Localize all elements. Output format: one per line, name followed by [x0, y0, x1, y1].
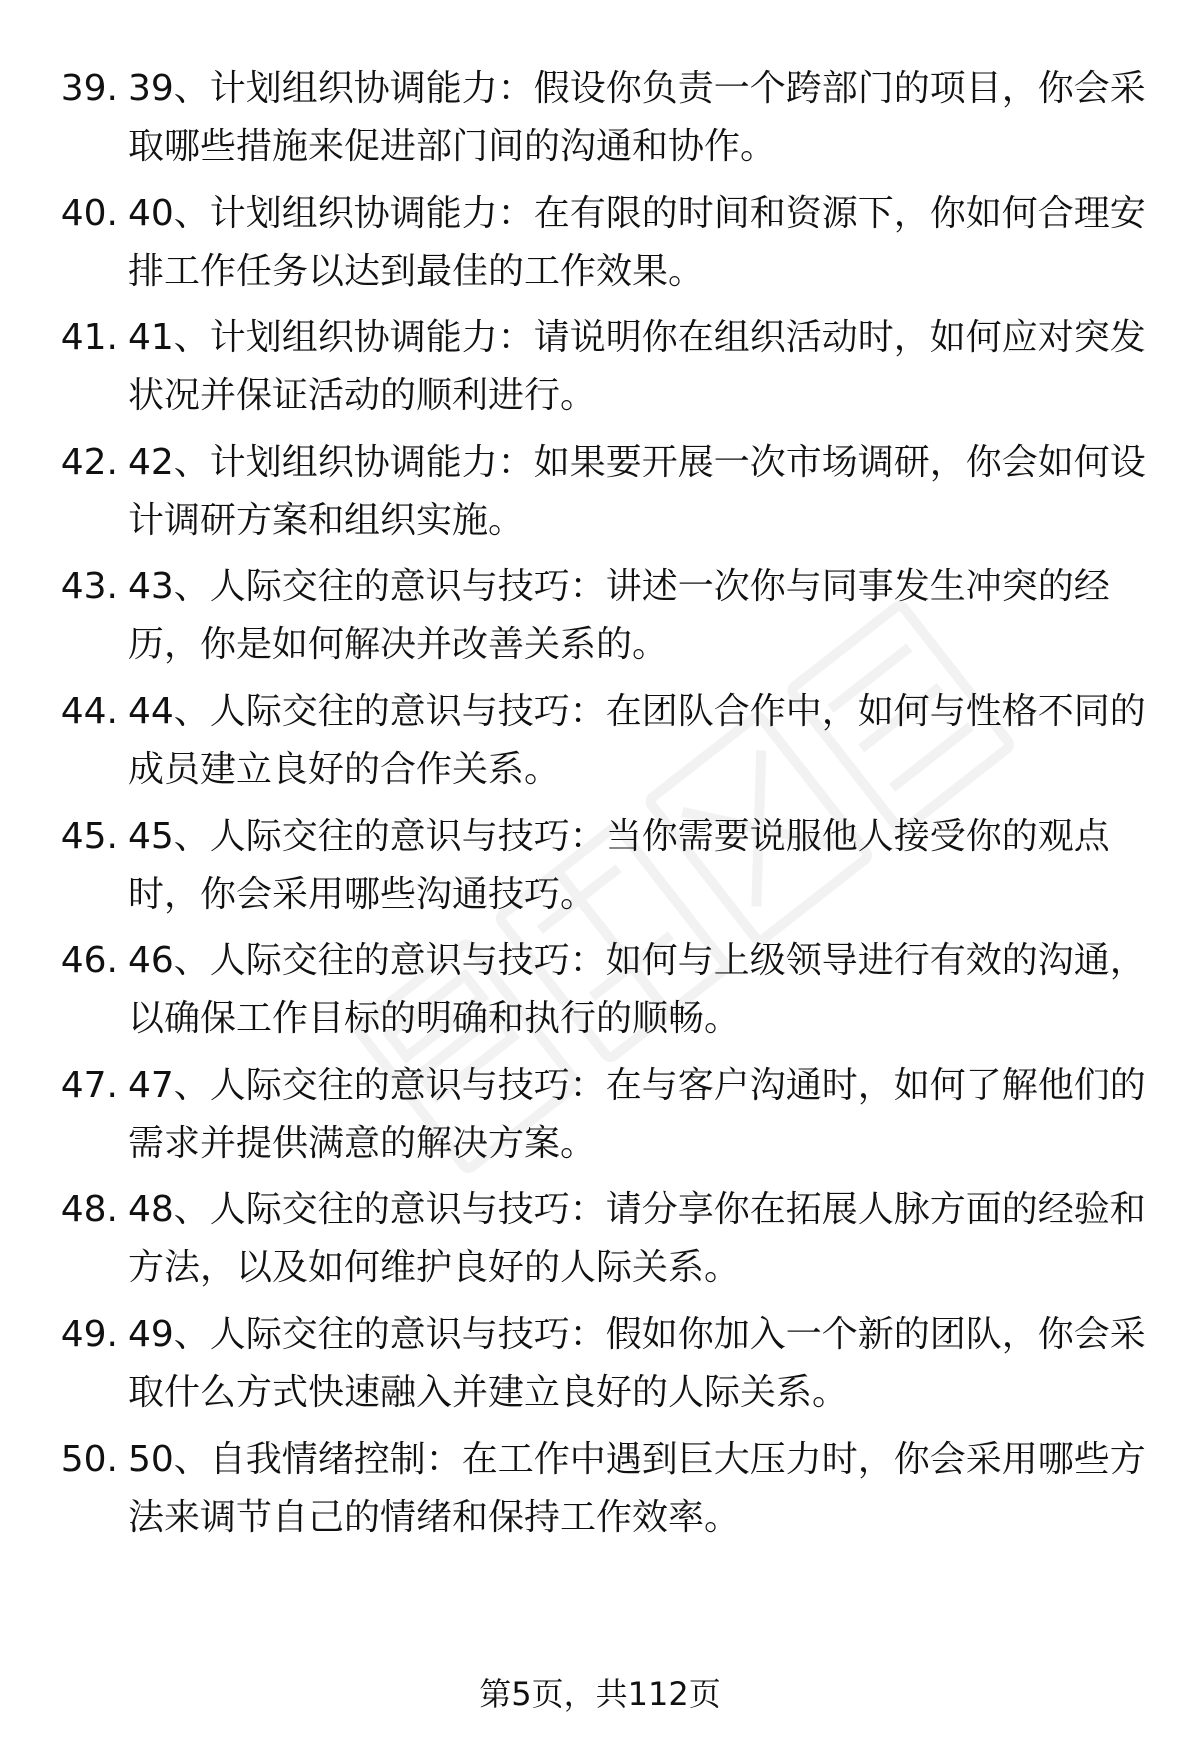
question-text: 48、人际交往的意识与技巧：请分享你在拓展人脉方面的经验和方法，以及如何维护良好的人际关系。: [128, 1189, 1146, 1289]
list-item: [52, 1306, 1162, 1431]
question-text: 42、计划组织协调能力：如果要开展一次市场调研，你会如何设计调研方案和组织实施。: [128, 441, 1146, 541]
list-item: [52, 1431, 1162, 1556]
question-number: 41.: [60, 317, 118, 359]
list-item: [52, 683, 1162, 808]
question-number: 47.: [60, 1064, 118, 1106]
question-text: 40、计划组织协调能力：在有限的时间和资源下，你如何合理安排工作任务以达到最佳的工作效果。: [128, 192, 1146, 292]
question-number: 50.: [60, 1438, 118, 1480]
question-number: 46.: [60, 940, 118, 982]
question-number: 49.: [60, 1313, 118, 1355]
question-number: 39.: [60, 68, 118, 109]
question-text: 47、人际交往的意识与技巧：在与客户沟通时，如何了解他们的需求并提供满意的解决方案。: [128, 1064, 1146, 1164]
list-item: [52, 1057, 1162, 1182]
question-text: 41、计划组织协调能力：请说明你在组织活动时，如何应对突发状况并保证活动的顺利进行。: [128, 317, 1146, 417]
list-item: [52, 434, 1162, 559]
question-text: 39、计划组织协调能力：假设你负责一个跨部门的项目，你会采取哪些措施来促进部门间的沟通和协作。: [128, 68, 1146, 167]
question-text: 43、人际交往的意识与技巧：讲述一次你与同事发生冲突的经历，你是如何解决并改善关系的。: [128, 566, 1110, 666]
list-item: [52, 1181, 1162, 1306]
question-text: 45、人际交往的意识与技巧：当你需要说服他人接受你的观点时，你会采用哪些沟通技巧。: [128, 815, 1110, 915]
question-number: 40.: [60, 192, 118, 234]
list-item: [52, 558, 1162, 683]
question-number: 43.: [60, 566, 118, 608]
question-text: 46、人际交往的意识与技巧：如何与上级领导进行有效的沟通，以确保工作目标的明确和执行的顺畅。: [128, 940, 1146, 1040]
question-text: 50、自我情绪控制：在工作中遇到巨大压力时，你会采用哪些方法来调节自己的情绪和保持工作效率。: [128, 1438, 1146, 1538]
question-number: 44.: [60, 690, 118, 732]
list-item: [52, 309, 1162, 434]
list-item: [52, 932, 1162, 1057]
list-item: [52, 808, 1162, 933]
question-text: 49、人际交往的意识与技巧：假如你加入一个新的团队，你会采取什么方式快速融入并建立良好的人际关系。: [128, 1313, 1146, 1413]
question-text: 44、人际交往的意识与技巧：在团队合作中，如何与性格不同的成员建立良好的合作关系。: [128, 690, 1146, 790]
question-list: [52, 60, 1162, 1555]
question-number: 45.: [60, 815, 118, 857]
question-number: 48.: [60, 1189, 118, 1231]
question-number: 42.: [60, 441, 118, 483]
page-number-footer: 第5页，共112页: [479, 1675, 721, 1713]
list-item: [52, 60, 1162, 185]
list-item: [52, 185, 1162, 310]
